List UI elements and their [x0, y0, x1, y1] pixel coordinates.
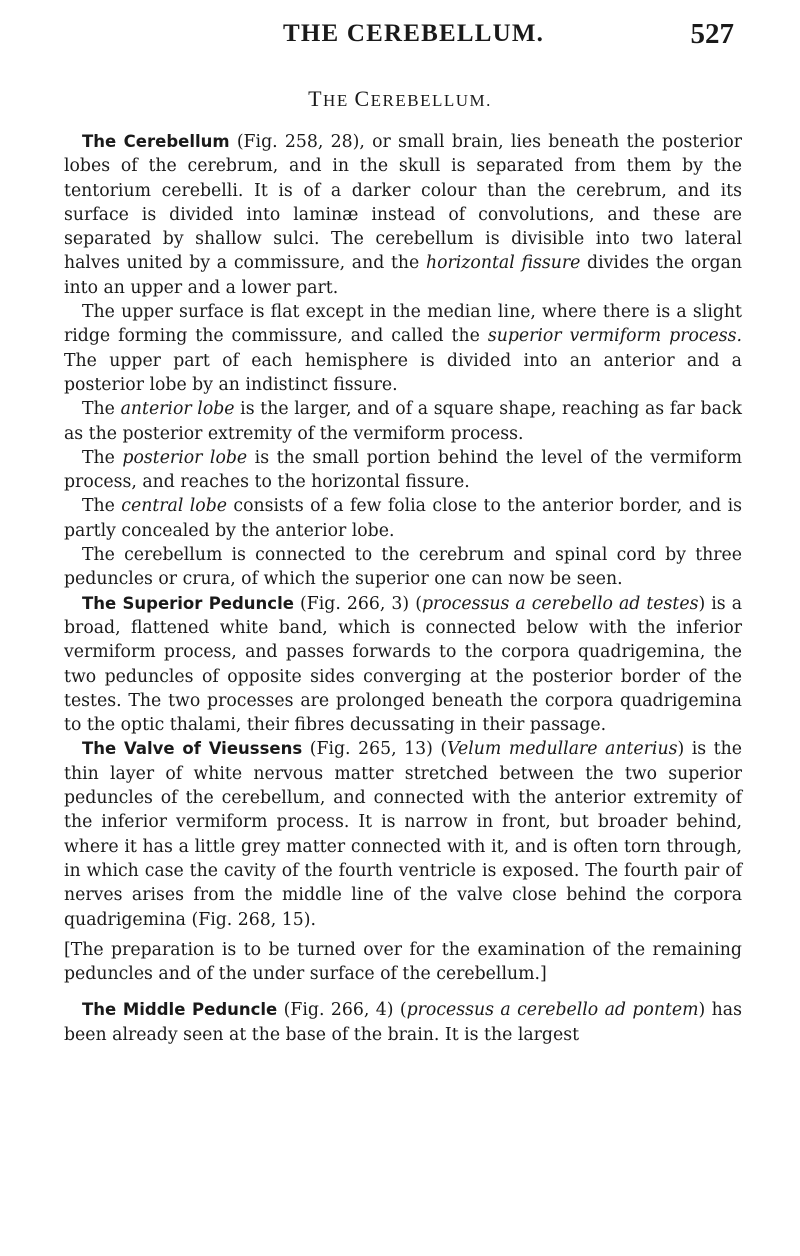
heading-valve-vieussens: The Valve of Vieussens	[82, 739, 303, 759]
paragraph-superior-peduncle: The Superior Peduncle (Fig. 266, 3) (processus a cerebello ad testes) is a broad, flattened white band, which is connected below with the inferior vermiform process, and passes forwards to the corpora quadrigemina, the two peduncles of opposite sides converging at the posterior border of the testes. The two processes are prolonged beneath the corpora quadrigemina to the optic thalami, their fibres decussating in their passage.	[64, 593, 743, 736]
term-horizontal-fissure: horizontal fissure	[426, 253, 581, 274]
body-text	[64, 130, 742, 1047]
page-number: 527	[690, 18, 734, 50]
paragraph-posterior-lobe: The posterior lobe is the small portion behind the level of the vermiform process, and reaches to the horizontal fissure.	[64, 447, 742, 493]
term-posterior-lobe: posterior lobe	[122, 447, 248, 468]
heading-superior-peduncle: The Superior Peduncle	[82, 593, 294, 613]
term-superior-vermiform: superior vermiform process.	[487, 326, 743, 347]
paragraph-valve-vieussens: The Valve of Vieussens (Fig. 265, 13) (Velum medullare anterius) is the thin layer of white nervous matter stretched between the two superior peduncles of the cerebellum, and connected with the anterior extremity of the inferior vermiform process. It is narrow in front, but broader behind, where it has a little grey matter connected with it, and is often torn through, in which case the cavity of the fourth ventricle is exposed. The fourth pair of nerves arises from the middle line of the valve close behind the corpora quadrigemina (Fig. 268, 15).	[64, 739, 742, 930]
paragraph-anterior-lobe: The anterior lobe is the larger, and of a square shape, reaching as far back as the posterior extremity of the vermiform process.	[64, 399, 742, 444]
paragraph-upper-surface: The upper surface is flat except in the median line, where there is a slight ridge forming the commissure, and called the superior vermiform process. The upper part of each hemisphere is divided into an anterior and a posterior lobe by an indistinct fissure.	[64, 302, 743, 395]
term-processus-testes: processus a cerebello ad testes	[421, 593, 699, 614]
paragraph-cerebellum: The Cerebellum (Fig. 258, 28), or small brain, lies beneath the posterior lobes of the cerebrum, and in the skull is separated from them by the tentorium cerebelli. It is of a darker colour than the cerebrum, and its surface is divided into laminæ instead of convolutions, and these are separated by shallow sulci. The cerebellum is divisible into two lateral halves united by a commissure, and the horizontal fissure divides the organ into an upper and a lower part.	[64, 132, 743, 298]
running-title: THE CEREBELLUM.	[283, 20, 545, 47]
paragraph-preparation-note: [The preparation is to be turned over for the examination of the remaining peduncles and of the under surface of the cerebellum.]	[64, 939, 742, 985]
paragraph-middle-peduncle: The Middle Peduncle (Fig. 266, 4) (processus a cerebello ad pontem) has been already seen at the base of the brain. It is the largest	[64, 1000, 742, 1045]
paragraph-peduncles: The cerebellum is connected to the cerebrum and spinal cord by three peduncles or crura, of which the superior one can now be seen.	[64, 545, 742, 590]
paragraph-central-lobe: The central lobe consists of a few folia close to the anterior border, and is partly concealed by the anterior lobe.	[64, 496, 742, 541]
term-anterior-lobe: anterior lobe	[120, 399, 235, 420]
term-processus-pontem: processus a cerebello ad pontem	[406, 1000, 699, 1021]
section-title: THE CEREBELLUM.	[308, 86, 492, 111]
running-header	[0, 18, 800, 52]
heading-cerebellum: The Cerebellum	[82, 132, 230, 151]
heading-middle-peduncle: The Middle Peduncle	[82, 1000, 278, 1020]
term-velum-medullare: Velum medullare anterius	[447, 739, 678, 760]
term-central-lobe: central lobe	[121, 496, 227, 517]
